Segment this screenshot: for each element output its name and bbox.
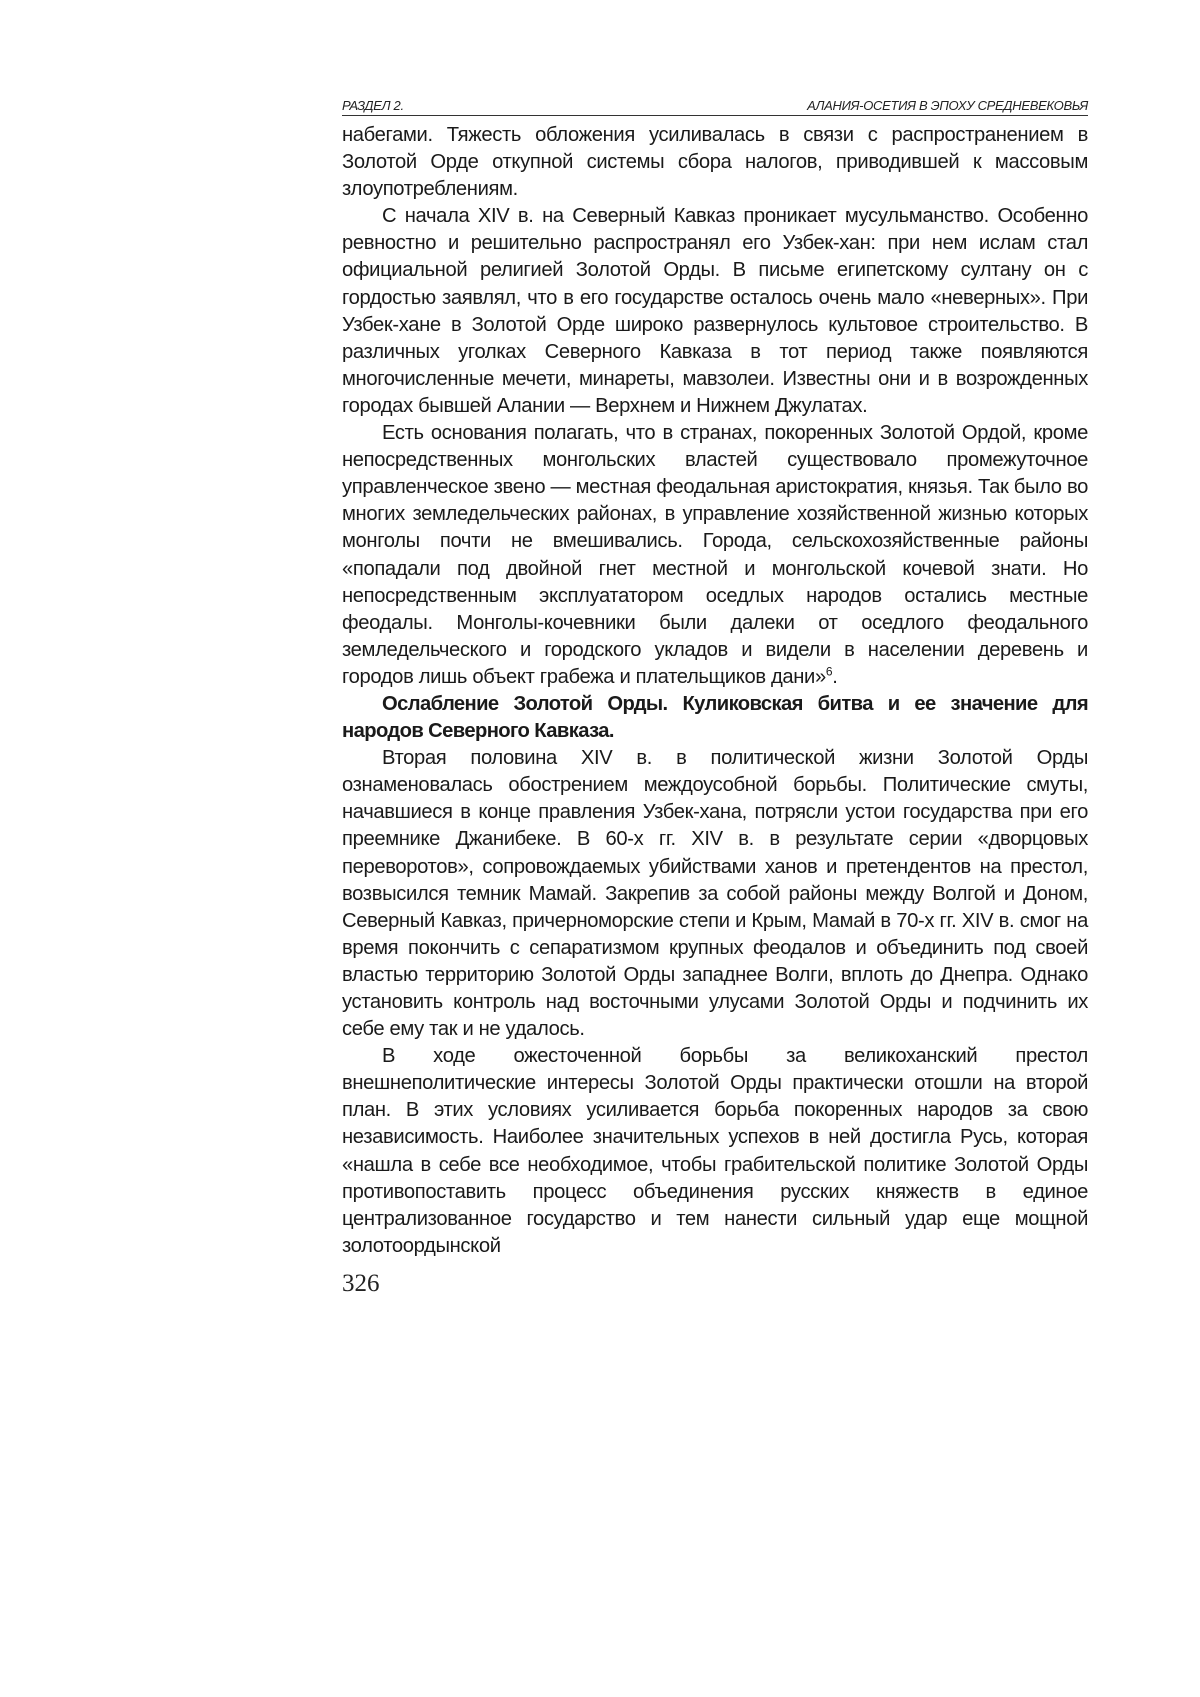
paragraph-text: Есть основания полагать, что в странах, покоренных Золотой Ордой, кроме непосредственных монгольских властей существовало промежуточное управленческое звено — местная феодальная аристократия, князья. Так было во многих земледельческих районах, в управление хозяйственной жизнью которых монголы почти не вмешивались. Города, сельскохозяйственные районы «попадали под двойной гнет местной и монгольской кочевой знати. Но непосредственным эксплуататором оседлых народов остались местные феодалы. Монголы-кочевники были далеки от оседлого феодального земледельческого и городского укладов и видели в населении деревень и городов лишь объект грабежа и плательщиков дани» [342,422,1088,688]
body-text [342,122,1088,1260]
section-subheading: Ослабление Золотой Орды. Куликовская битва и ее значение для народов Северного Кавказа. [342,692,1088,743]
page-number: 326 [342,1269,380,1297]
paragraph: Вторая половина XIV в. в политической жизни Золотой Орды ознаменовалась обострением междоусобной борьбы. Политические смуты, начавшиеся в конце правления Узбек-хана, потрясли устои государства при его преемнике Джанибеке. В 60-х гг. XIV в. в результате серии «дворцовых переворотов», сопровождаемых убийствами ханов и претендентов на престол, возвысился темник Мамай. Закрепив за собой районы между Волгой и Доном, Северный Кавказ, причерноморские степи и Крым, Мамай в 70-х гг. XIV в. смог на время покончить с сепаратизмом крупных феодалов и объединить под своей властью территорию Золотой Орды западнее Волги, вплоть до Днепра. Однако установить контроль над восточными улусами Золотой Орды и подчинить их себе ему так и не удалось. [342,747,1088,1041]
book-page [342,98,1088,1298]
section-label: РАЗДЕЛ 2. [342,98,404,113]
paragraph: набегами. Тяжесть обложения усиливалась в связи с распространением в Золотой Орде откупной системы сбора налогов, приводившей к массовым злоупотреблениям. [342,124,1088,201]
paragraph-with-footnote [342,420,1088,691]
footnote-reference[interactable]: 6 [825,664,833,679]
paragraph-end-punctuation: . [832,665,838,688]
running-header [342,98,1088,116]
chapter-title: АЛАНИЯ-ОСЕТИЯ В ЭПОХУ СРЕДНЕВЕКОВЬЯ [807,98,1088,113]
paragraph: С начала XIV в. на Северный Кавказ проникает мусульманство. Особенно ревностно и решительно распространял его Узбек-хан: при нем ислам стал официальной религией Золотой Орды. В письме египетскому султану он с гордостью заявлял, что в его государстве осталось очень мало «неверных». При Узбек-хане в Золотой Орде широко развернулось культовое строительство. В различных уголках Северного Кавказа в тот период также появляются многочисленные мечети, минареты, мавзолеи. Известны они и в возрожденных городах бывшей Алании — Верхнем и Нижнем Джулатах. [342,205,1088,417]
paragraph: В ходе ожесточенной борьбы за великоханский престол внешнеполитические интересы Золотой Орды практически отошли на второй план. В этих условиях усиливается борьба покоренных народов за свою независимость. Наиболее значительных успехов в ней достигла Русь, которая «нашла в себе все необходимое, чтобы грабительской политике Золотой Орды противопоставить процесс объединения русских княжеств в единое централизованное государство и тем нанести сильный удар еще мощной золотоордынской [342,1045,1088,1257]
